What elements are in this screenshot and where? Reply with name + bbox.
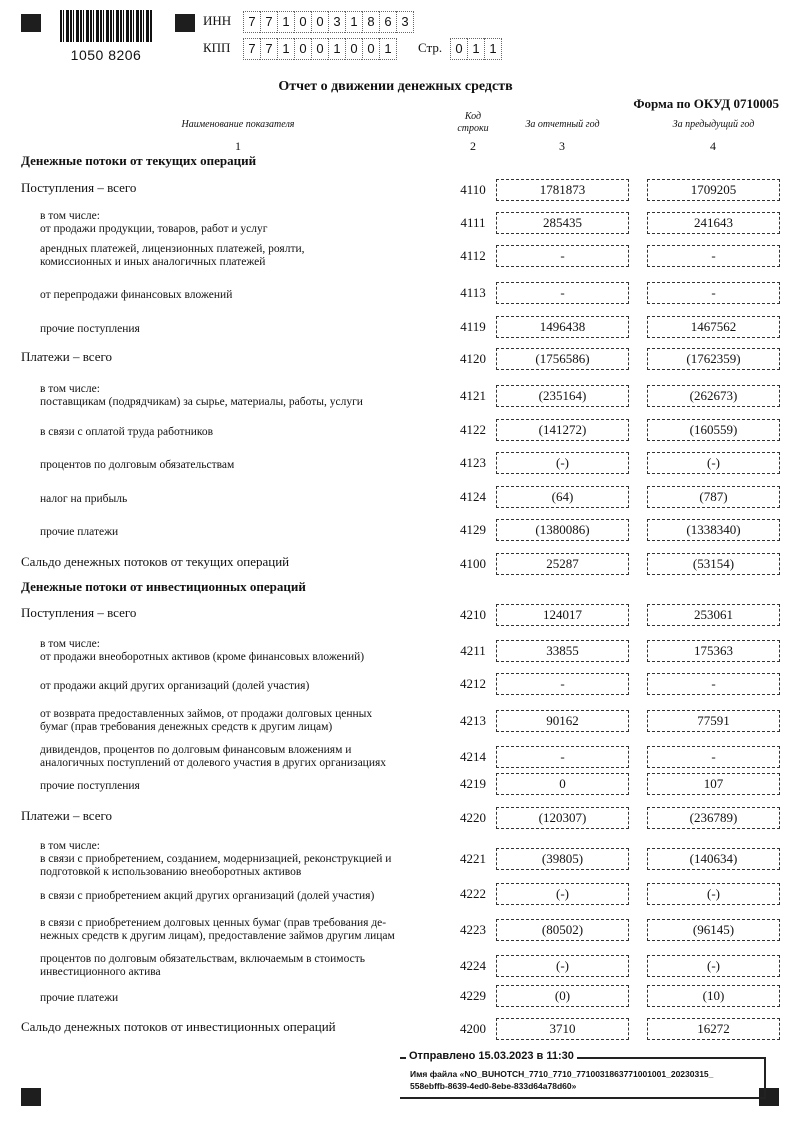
value-previous-year: (96145) (647, 919, 780, 941)
row-code: 4119 (460, 319, 486, 334)
row-code: 4222 (460, 886, 486, 901)
row-label: прочие поступления (40, 322, 140, 335)
row-label: налог на прибыль (40, 492, 128, 505)
page-number-field (450, 38, 502, 60)
row-code: 4124 (460, 489, 486, 504)
value-previous-year: (-) (647, 452, 780, 474)
value-previous-year: (10) (647, 985, 780, 1007)
row-code: 4112 (460, 248, 486, 263)
value-current-year: (39805) (496, 848, 629, 870)
barcode (60, 10, 152, 42)
value-current-year: (120307) (496, 807, 629, 829)
page-label: Стр. (418, 40, 443, 55)
digit-cell: 7 (243, 11, 260, 33)
value-current-year: - (496, 673, 629, 695)
value-current-year: (-) (496, 452, 629, 474)
inn-field (243, 11, 414, 33)
value-previous-year: 175363 (647, 640, 780, 662)
value-previous-year: (160559) (647, 419, 780, 441)
digit-cell: 1 (328, 38, 345, 60)
row-label: Поступления – всего (21, 605, 137, 620)
row-code: 4224 (460, 958, 486, 973)
section-heading-current-operations: Денежные потоки от текущих операций (21, 153, 257, 168)
row-label: прочие поступления (40, 779, 140, 792)
value-current-year: - (496, 282, 629, 304)
value-previous-year: 241643 (647, 212, 780, 234)
value-current-year: (141272) (496, 419, 629, 441)
value-current-year: (80502) (496, 919, 629, 941)
value-current-year: 124017 (496, 604, 629, 626)
section-heading-investment-operations: Денежные потоки от инвестиционных операций (21, 579, 306, 594)
value-current-year: (1380086) (496, 519, 629, 541)
submission-stamp (400, 1050, 766, 1099)
digit-cell: 1 (345, 11, 362, 33)
digit-cell: 0 (450, 38, 467, 60)
row-code: 4221 (460, 851, 486, 866)
value-current-year: (235164) (496, 385, 629, 407)
digit-cell: 7 (260, 38, 277, 60)
row-code: 4120 (460, 351, 486, 366)
row-code: 4229 (460, 988, 486, 1003)
value-current-year: (-) (496, 955, 629, 977)
row-label: в том числе: в связи с приобретением, созданием, модернизацией, реконструкцией и подготовкой к использованию внеоборотных активов (40, 839, 392, 878)
row-label: Сальдо денежных потоков от текущих операций (21, 554, 290, 569)
row-code: 4122 (460, 422, 486, 437)
digit-cell: 3 (396, 11, 414, 33)
registration-marker (21, 14, 41, 32)
row-code: 4213 (460, 713, 486, 728)
digit-cell: 0 (294, 38, 311, 60)
row-code: 4211 (460, 643, 486, 658)
digit-cell: 0 (311, 38, 328, 60)
value-previous-year: 77591 (647, 710, 780, 732)
row-label: Платежи – всего (21, 808, 112, 823)
row-code: 4219 (460, 776, 486, 791)
column-header-name: Наименование показателя (181, 119, 295, 130)
value-current-year: 33855 (496, 640, 629, 662)
value-current-year: 1496438 (496, 316, 629, 338)
digit-cell: 7 (260, 11, 277, 33)
row-label: от перепродажи финансовых вложений (40, 288, 233, 301)
row-code: 4121 (460, 388, 486, 403)
value-previous-year: (1338340) (647, 519, 780, 541)
value-current-year: 1781873 (496, 179, 629, 201)
column-number: 4 (710, 139, 716, 153)
column-number: 3 (559, 139, 565, 153)
column-header-previous: За предыдущий год (672, 119, 755, 130)
row-code: 4212 (460, 676, 486, 691)
row-label: от возврата предоставленных займов, от продажи долговых ценных бумаг (прав требования денежных средств к другим лицам) (40, 708, 373, 733)
column-header-code-line2: строки (457, 123, 489, 134)
value-current-year: (64) (496, 486, 629, 508)
value-current-year: 285435 (496, 212, 629, 234)
row-label: прочие платежи (40, 991, 119, 1004)
row-label: в том числе: от продажи продукции, товаров, работ и услуг (40, 210, 268, 235)
column-header-current: За отчетный год (525, 119, 600, 130)
value-previous-year: (787) (647, 486, 780, 508)
value-current-year: 90162 (496, 710, 629, 732)
digit-cell: 0 (362, 38, 379, 60)
value-current-year: 0 (496, 773, 629, 795)
row-code: 4220 (460, 810, 486, 825)
digit-cell: 0 (311, 11, 328, 33)
row-code: 4110 (460, 182, 486, 197)
digit-cell: 8 (362, 11, 379, 33)
column-header-code: Код (464, 111, 482, 122)
digit-cell: 1 (484, 38, 502, 60)
digit-cell: 1 (277, 11, 294, 33)
value-current-year: - (496, 245, 629, 267)
digit-cell: 1 (277, 38, 294, 60)
kpp-label: КПП (203, 40, 231, 55)
row-label: прочие платежи (40, 525, 119, 538)
report-title: Отчет о движении денежных средств (278, 79, 513, 94)
row-label: Сальдо денежных потоков от инвестиционных операций (21, 1019, 336, 1034)
row-code: 4123 (460, 455, 486, 470)
row-label: Поступления – всего (21, 180, 137, 195)
row-label: арендных платежей, лицензионных платежей, роялти, комиссионных и иных аналогичных платежей (40, 243, 305, 268)
value-previous-year: (262673) (647, 385, 780, 407)
value-previous-year: (-) (647, 883, 780, 905)
registration-marker (175, 14, 195, 32)
value-current-year: 3710 (496, 1018, 629, 1040)
value-previous-year: (-) (647, 955, 780, 977)
value-previous-year: (1762359) (647, 348, 780, 370)
digit-cell: 1 (467, 38, 484, 60)
row-code: 4210 (460, 607, 486, 622)
barcode-number: 1050 8206 (70, 47, 142, 63)
row-label: Платежи – всего (21, 349, 112, 364)
value-current-year: (1756586) (496, 348, 629, 370)
value-previous-year: 16272 (647, 1018, 780, 1040)
column-number: 1 (235, 139, 241, 153)
column-number: 2 (470, 139, 476, 153)
registration-marker (21, 1088, 41, 1106)
digit-cell: 0 (345, 38, 362, 60)
value-previous-year: 1467562 (647, 316, 780, 338)
value-previous-year: - (647, 746, 780, 768)
value-current-year: (0) (496, 985, 629, 1007)
digit-cell: 1 (379, 38, 397, 60)
value-previous-year: (236789) (647, 807, 780, 829)
row-label: дивидендов, процентов по долговым финансовым вложениям и аналогичных поступлений от долевого участия в других организациях (40, 744, 387, 769)
row-label: в связи с приобретением долговых ценных бумаг (прав требования де- нежных средств к другим лицам), предоставление займов другим лицам (40, 917, 395, 942)
row-label: процентов по долговым обязательствам (40, 458, 235, 471)
row-label: от продажи акций других организаций (долей участия) (40, 679, 310, 692)
value-previous-year: 107 (647, 773, 780, 795)
inn-label: ИНН (203, 13, 232, 28)
row-label: в том числе: от продажи внеоборотных активов (кроме финансовых вложений) (40, 638, 365, 663)
value-current-year: 25287 (496, 553, 629, 575)
stamp-sent-date: Отправлено 15.03.2023 в 11:30 (406, 1050, 577, 1062)
value-previous-year: (53154) (647, 553, 780, 575)
row-code: 4113 (460, 285, 486, 300)
digit-cell: 6 (379, 11, 396, 33)
stamp-file-name: Имя файла «NO_BUHOTCH_7710_7710_7710031863771001001_20230315_ 558ebffb-8639-4ed0-8ebe-833d64a78d60» (410, 1069, 714, 1091)
row-code: 4111 (460, 215, 486, 230)
value-previous-year: 1709205 (647, 179, 780, 201)
row-code: 4129 (460, 522, 486, 537)
row-label: в связи с приобретением акций других организаций (долей участия) (40, 889, 375, 902)
row-label: в том числе: поставщикам (подрядчикам) за сырье, материалы, работы, услуги (40, 383, 363, 408)
value-previous-year: 253061 (647, 604, 780, 626)
value-previous-year: - (647, 282, 780, 304)
row-code: 4214 (460, 749, 486, 764)
row-code: 4100 (460, 556, 486, 571)
value-current-year: (-) (496, 883, 629, 905)
value-previous-year: - (647, 673, 780, 695)
value-previous-year: - (647, 245, 780, 267)
digit-cell: 3 (328, 11, 345, 33)
value-current-year: - (496, 746, 629, 768)
row-code: 4223 (460, 922, 486, 937)
value-previous-year: (140634) (647, 848, 780, 870)
row-code: 4200 (460, 1021, 486, 1036)
digit-cell: 0 (294, 11, 311, 33)
okud-code: Форма по ОКУД 0710005 (633, 96, 779, 111)
row-label: в связи с оплатой труда работников (40, 425, 214, 438)
kpp-field (243, 38, 397, 60)
row-label: процентов по долговым обязательствам, включаемым в стоимость инвестиционного актива (40, 953, 365, 978)
digit-cell: 7 (243, 38, 260, 60)
